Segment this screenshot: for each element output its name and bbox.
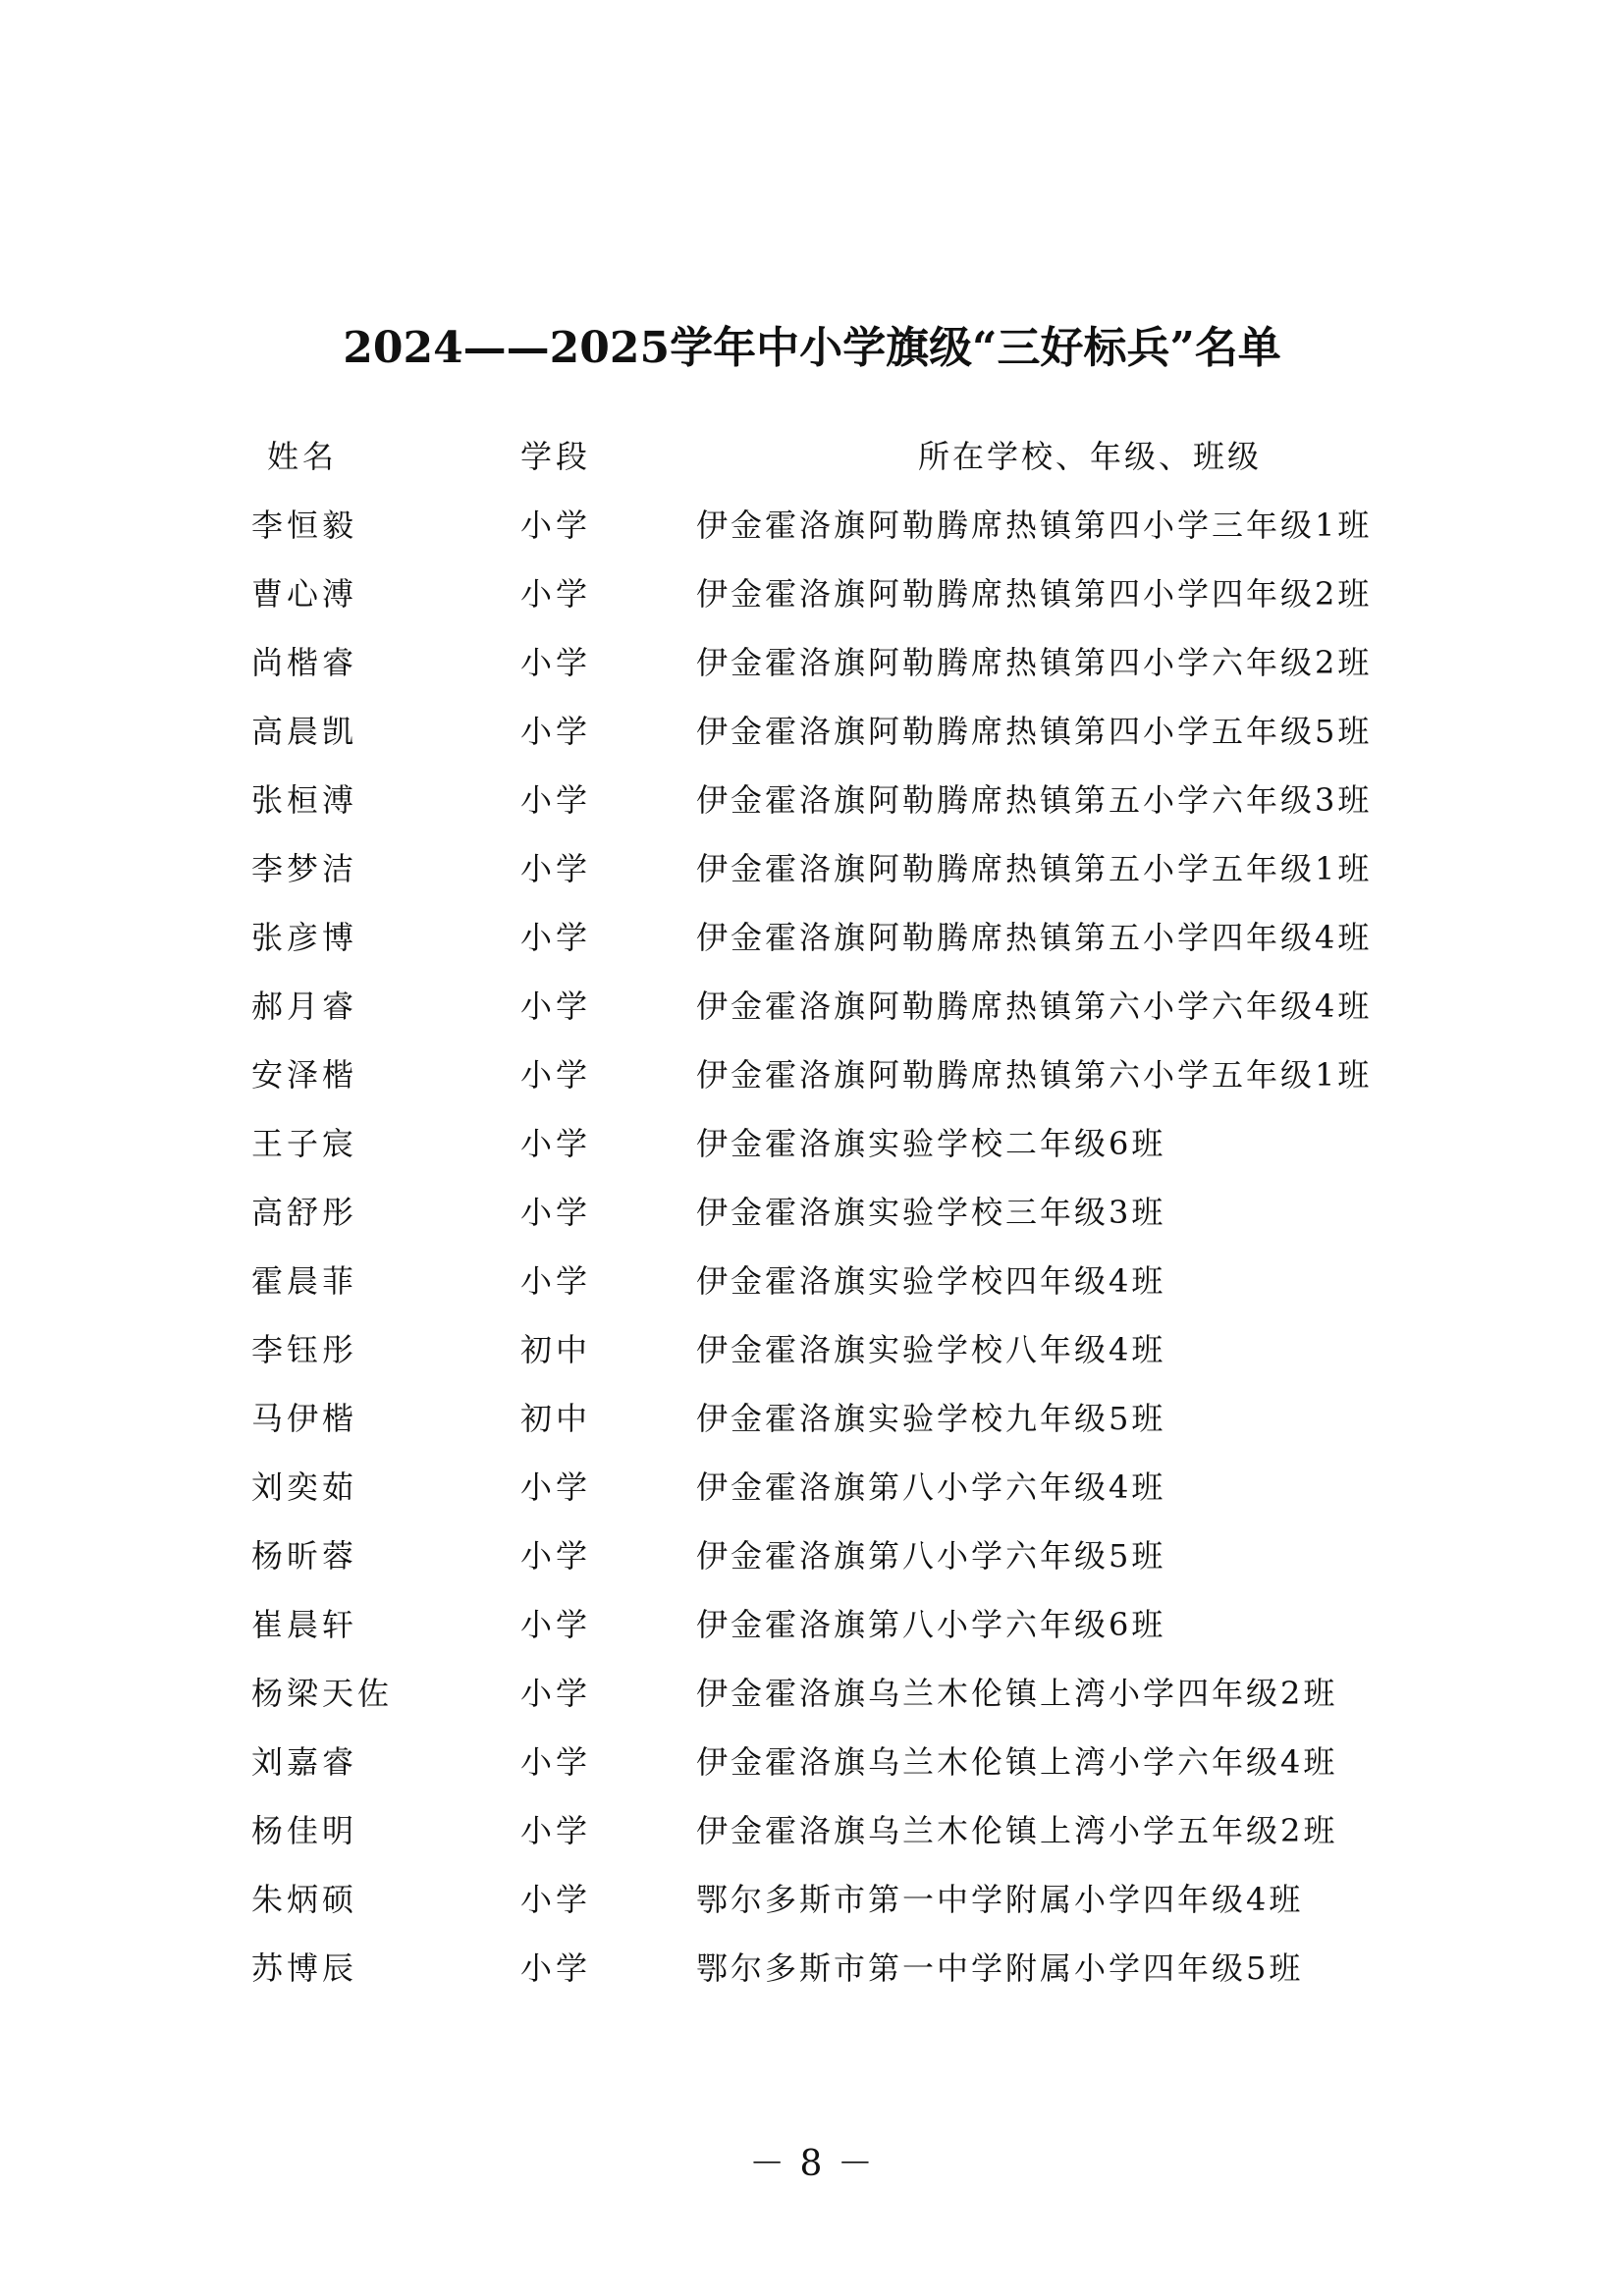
cell-school: 伊金霍洛旗乌兰木伦镇上湾小学六年级4班 (696, 1743, 1338, 1781)
cell-stage: 小学 (520, 644, 592, 681)
cell-school: 伊金霍洛旗乌兰木伦镇上湾小学四年级2班 (696, 1675, 1338, 1712)
cell-name: 曹心溥 (251, 575, 358, 613)
table-row (0, 560, 1624, 628)
cell-school: 伊金霍洛旗阿勒腾席热镇第四小学三年级1班 (696, 507, 1373, 544)
cell-school: 伊金霍洛旗实验学校九年级5班 (696, 1400, 1166, 1437)
cell-name: 李恒毅 (251, 507, 358, 544)
cell-name: 朱炳硕 (251, 1881, 358, 1918)
cell-stage: 小学 (520, 1468, 592, 1506)
document-title: 2024——2025学年中小学旗级“三好标兵”名单 (343, 323, 1281, 373)
cell-school: 鄂尔多斯市第一中学附属小学四年级4班 (696, 1881, 1304, 1918)
table-row (0, 1796, 1624, 1865)
table-row (0, 1934, 1624, 2002)
table-row (0, 1453, 1624, 1522)
cell-name: 王子宸 (251, 1125, 358, 1162)
cell-school: 伊金霍洛旗阿勒腾席热镇第四小学四年级2班 (696, 575, 1373, 613)
cell-school: 伊金霍洛旗乌兰木伦镇上湾小学五年级2班 (696, 1812, 1338, 1849)
page-number: － 8 － (749, 2144, 875, 2184)
table-row (0, 766, 1624, 834)
cell-name: 马伊楷 (251, 1400, 358, 1437)
table-row (0, 1315, 1624, 1384)
header-name: 姓名 (267, 438, 339, 475)
cell-school: 伊金霍洛旗阿勒腾席热镇第六小学六年级4班 (696, 988, 1373, 1025)
cell-stage: 小学 (520, 1056, 592, 1094)
cell-stage: 小学 (520, 1125, 592, 1162)
cell-name: 张桓溥 (251, 781, 358, 819)
cell-stage: 小学 (520, 1606, 592, 1643)
cell-name: 刘嘉睿 (251, 1743, 358, 1781)
cell-name: 崔晨轩 (251, 1606, 358, 1643)
table-row (0, 1590, 1624, 1659)
cell-name: 高晨凯 (251, 713, 358, 750)
cell-name: 李钰彤 (251, 1331, 358, 1368)
cell-school: 伊金霍洛旗实验学校四年级4班 (696, 1262, 1166, 1300)
table-row (0, 491, 1624, 560)
cell-stage: 小学 (520, 1262, 592, 1300)
cell-stage: 小学 (520, 781, 592, 819)
cell-stage: 初中 (520, 1331, 592, 1368)
cell-stage: 小学 (520, 507, 592, 544)
table-row (0, 1247, 1624, 1315)
cell-name: 刘奕茹 (251, 1468, 358, 1506)
cell-school: 伊金霍洛旗阿勒腾席热镇第五小学六年级3班 (696, 781, 1373, 819)
cell-school: 伊金霍洛旗阿勒腾席热镇第四小学六年级2班 (696, 644, 1373, 681)
cell-stage: 小学 (520, 988, 592, 1025)
cell-stage: 小学 (520, 1881, 592, 1918)
table-row (0, 1865, 1624, 1934)
table-row (0, 1659, 1624, 1728)
table-row (0, 1109, 1624, 1178)
cell-name: 安泽楷 (251, 1056, 358, 1094)
cell-stage: 小学 (520, 1537, 592, 1575)
cell-stage: 小学 (520, 713, 592, 750)
header-stage: 学段 (520, 438, 592, 475)
cell-name: 杨昕蓉 (251, 1537, 358, 1575)
table-header-row (0, 422, 1624, 491)
cell-stage: 小学 (520, 850, 592, 887)
cell-school: 伊金霍洛旗第八小学六年级6班 (696, 1606, 1166, 1643)
cell-stage: 小学 (520, 1194, 592, 1231)
cell-school: 伊金霍洛旗阿勒腾席热镇第五小学五年级1班 (696, 850, 1373, 887)
table-row (0, 1728, 1624, 1796)
table-row (0, 1522, 1624, 1590)
honor-roster-table (0, 422, 1624, 2002)
cell-school: 伊金霍洛旗阿勒腾席热镇第五小学四年级4班 (696, 919, 1373, 956)
table-row (0, 1384, 1624, 1453)
table-row (0, 834, 1624, 903)
cell-school: 伊金霍洛旗实验学校三年级3班 (696, 1194, 1166, 1231)
cell-name: 张彦博 (251, 919, 358, 956)
table-row (0, 903, 1624, 972)
cell-name: 霍晨菲 (251, 1262, 358, 1300)
cell-stage: 小学 (520, 575, 592, 613)
cell-stage: 初中 (520, 1400, 592, 1437)
cell-name: 杨佳明 (251, 1812, 358, 1849)
cell-school: 伊金霍洛旗实验学校八年级4班 (696, 1331, 1166, 1368)
table-row (0, 1178, 1624, 1247)
cell-school: 伊金霍洛旗实验学校二年级6班 (696, 1125, 1166, 1162)
cell-name: 高舒彤 (251, 1194, 358, 1231)
cell-school: 伊金霍洛旗第八小学六年级5班 (696, 1537, 1166, 1575)
cell-school: 伊金霍洛旗阿勒腾席热镇第四小学五年级5班 (696, 713, 1373, 750)
cell-school: 伊金霍洛旗阿勒腾席热镇第六小学五年级1班 (696, 1056, 1373, 1094)
cell-name: 郝月睿 (251, 988, 358, 1025)
cell-stage: 小学 (520, 919, 592, 956)
table-row (0, 1041, 1624, 1109)
cell-stage: 小学 (520, 1812, 592, 1849)
cell-school: 伊金霍洛旗第八小学六年级4班 (696, 1468, 1166, 1506)
table-row (0, 972, 1624, 1041)
cell-name: 苏博辰 (251, 1949, 358, 1987)
table-row (0, 697, 1624, 766)
cell-name: 尚楷睿 (251, 644, 358, 681)
cell-stage: 小学 (520, 1743, 592, 1781)
cell-name: 杨梁天佐 (251, 1675, 394, 1712)
cell-school: 鄂尔多斯市第一中学附属小学四年级5班 (696, 1949, 1304, 1987)
cell-stage: 小学 (520, 1675, 592, 1712)
table-row (0, 628, 1624, 697)
cell-stage: 小学 (520, 1949, 592, 1987)
cell-name: 李梦洁 (251, 850, 358, 887)
header-school: 所在学校、年级、班级 (918, 438, 1263, 475)
